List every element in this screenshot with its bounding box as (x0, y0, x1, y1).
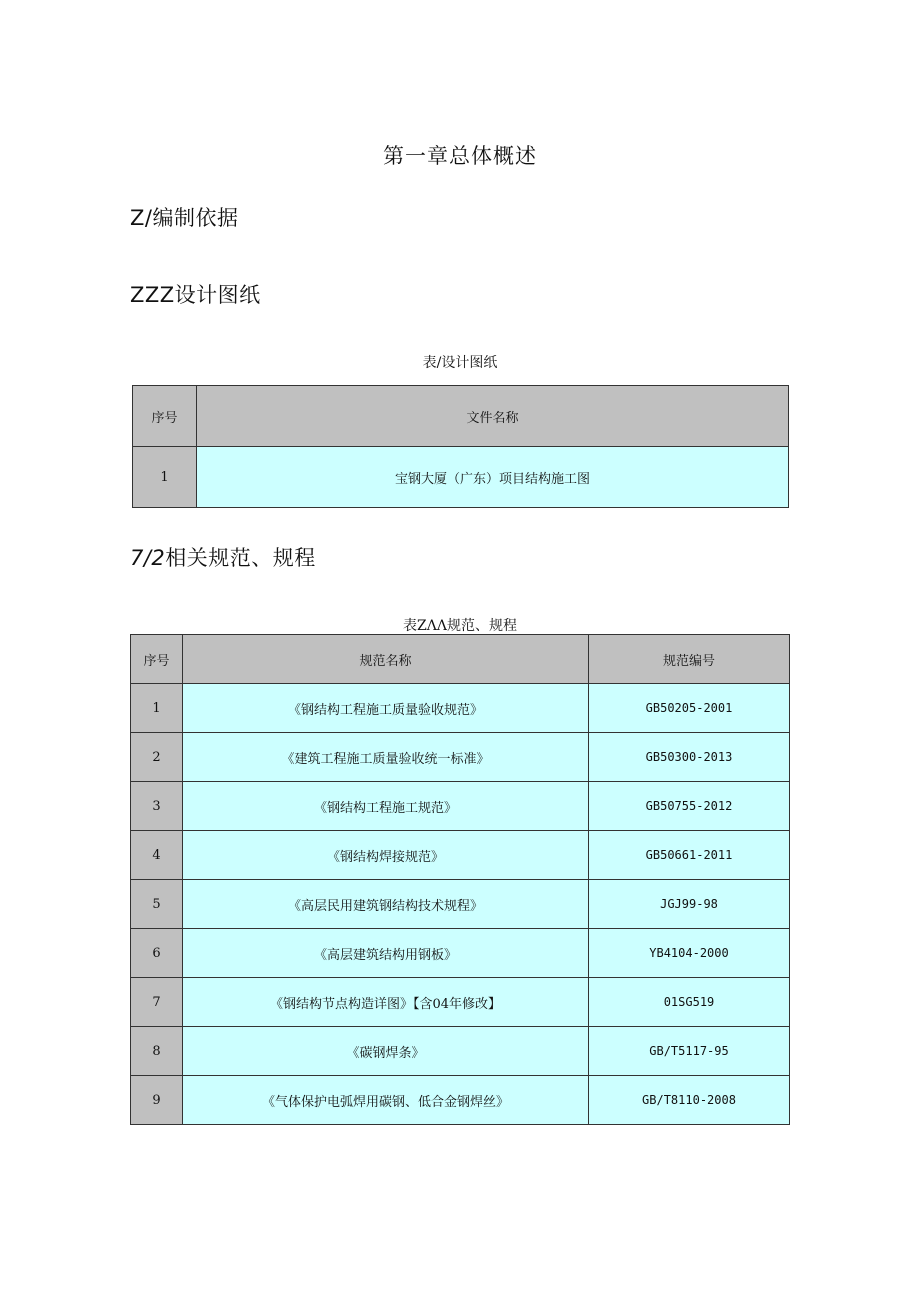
section-title: 编制依据 (152, 206, 239, 230)
row-code-number: GB/T5117-95 (589, 1027, 790, 1076)
drawings-table (132, 385, 789, 508)
row-index: 1 (131, 684, 183, 733)
row-code-name: 《气体保护电弧焊用碳钢、低合金钢焊丝》 (183, 1076, 589, 1125)
header-code-name: 规范名称 (183, 635, 589, 684)
row-code-number: YB4104-2000 (589, 929, 790, 978)
section-number: Z/ (130, 206, 153, 230)
table-row (131, 929, 790, 978)
header-code-number: 规范编号 (589, 635, 790, 684)
row-file-name: 宝钢大厦（广东）项目结构施工图 (197, 447, 789, 508)
row-code-name: 《高层民用建筑钢结构技术规程》 (183, 880, 589, 929)
row-index: 6 (131, 929, 183, 978)
table-caption-drawings: 表/设计图纸 (422, 355, 498, 371)
table-row (131, 684, 790, 733)
table-header-row (131, 635, 790, 684)
row-code-number: GB/T8110-2008 (589, 1076, 790, 1125)
row-code-number: GB50205-2001 (589, 684, 790, 733)
table-caption-codes: 表ZΛΛ规范、规程 (403, 618, 517, 634)
section-title: 相关规范、规程 (165, 546, 316, 570)
row-code-name: 《建筑工程施工质量验收统一标准》 (183, 733, 589, 782)
header-index: 序号 (133, 386, 197, 447)
table-row (131, 880, 790, 929)
row-code-name: 《碳钢焊条》 (183, 1027, 589, 1076)
row-code-number: GB50300-2013 (589, 733, 790, 782)
row-code-number: GB50755-2012 (589, 782, 790, 831)
header-file-name: 文件名称 (197, 386, 789, 447)
row-code-name: 《钢结构焊接规范》 (183, 831, 589, 880)
section-heading-basis (130, 202, 238, 232)
table-row (131, 1027, 790, 1076)
table-row (131, 831, 790, 880)
section-title: 设计图纸 (174, 283, 261, 307)
row-code-name: 《高层建筑结构用钢板》 (183, 929, 589, 978)
row-code-number: GB50661-2011 (589, 831, 790, 880)
codes-table (130, 634, 790, 1125)
section-number: ZZZ (130, 283, 175, 307)
section-heading-drawings (130, 279, 261, 309)
row-index: 7 (131, 978, 183, 1027)
row-code-name: 《钢结构工程施工规范》 (183, 782, 589, 831)
row-code-number: 01SG519 (589, 978, 790, 1027)
row-index: 5 (131, 880, 183, 929)
row-code-number: JGJ99-98 (589, 880, 790, 929)
row-code-name: 《钢结构节点构造详图》【含04年修改】 (183, 978, 589, 1027)
row-index: 3 (131, 782, 183, 831)
table-row (131, 978, 790, 1027)
row-index: 1 (133, 447, 197, 508)
section-heading-codes (130, 542, 316, 572)
row-index: 8 (131, 1027, 183, 1076)
table-row (133, 447, 789, 508)
table-row (131, 1076, 790, 1125)
row-code-name: 《钢结构工程施工质量验收规范》 (183, 684, 589, 733)
table-row (131, 782, 790, 831)
row-index: 4 (131, 831, 183, 880)
table-header-row (133, 386, 789, 447)
row-index: 2 (131, 733, 183, 782)
row-index: 9 (131, 1076, 183, 1125)
section-number: 7/2 (130, 546, 166, 570)
header-index: 序号 (131, 635, 183, 684)
table-row (131, 733, 790, 782)
chapter-title: 第一章总体概述 (383, 144, 537, 168)
